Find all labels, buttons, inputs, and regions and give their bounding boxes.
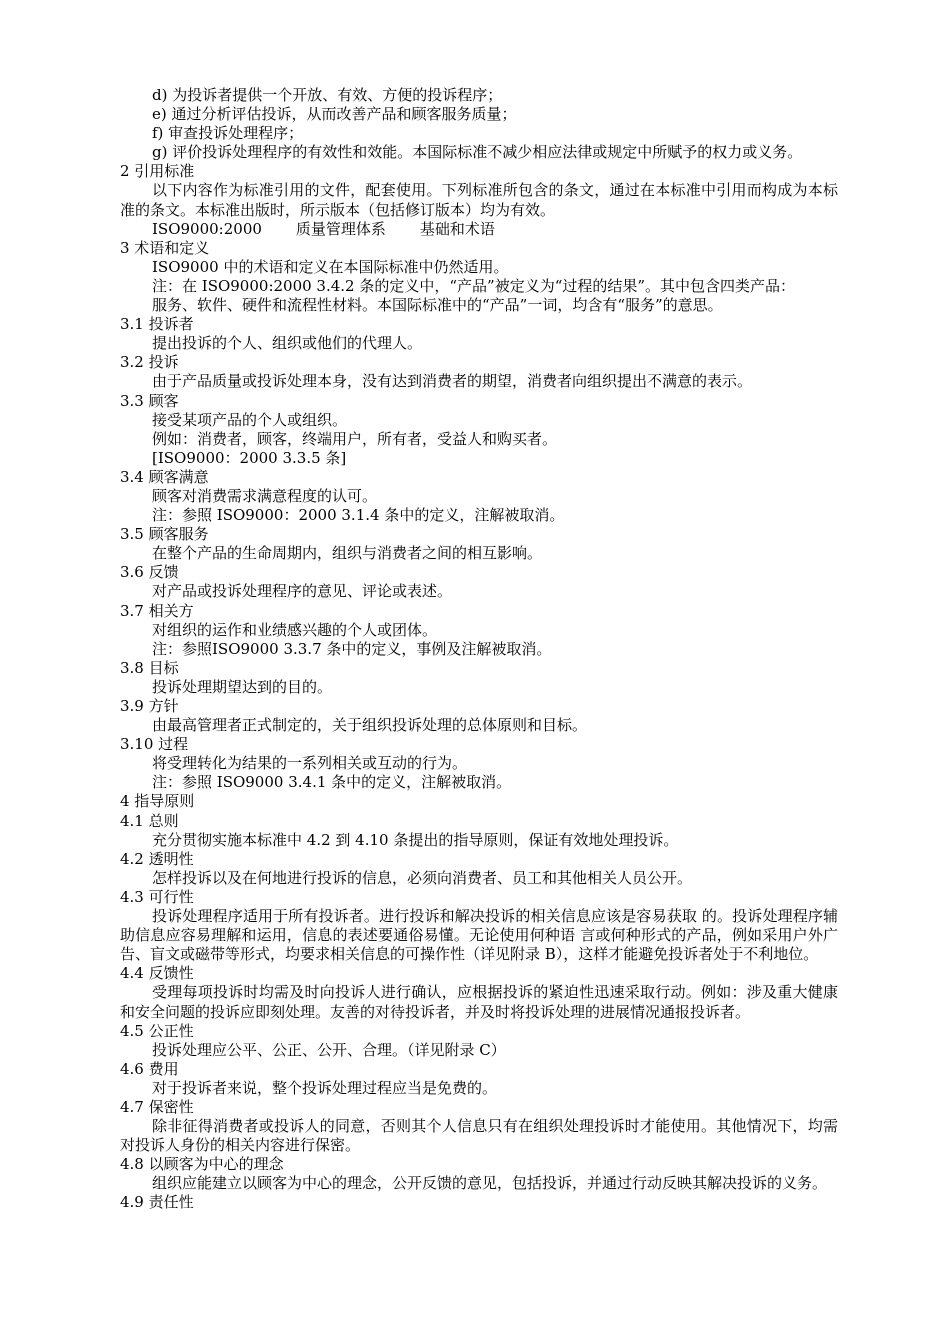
list-item-d: d) 为投诉者提供一个开放、有效、方便的投诉程序； — [152, 86, 503, 104]
term-definition: 顾客对消费需求满意程度的认可。 — [152, 486, 378, 505]
term-note: 注：参照ISO9000 3.3.7 条中的定义，事例及注解被取消。 — [152, 639, 552, 658]
term-note: 注：参照 ISO9000 3.4.1 条中的定义，注解被取消。 — [152, 773, 512, 792]
subsection-heading: 4.5 公正性 — [120, 1021, 194, 1040]
term-definition: 提出投诉的个人、组织或他们的代理人。 — [152, 334, 423, 353]
subsection-heading: 4.6 费用 — [120, 1059, 179, 1078]
section-3-line: 服务、软件、硬件和流程性材料。本国际标准中的“产品”一词，均含有“服务”的意思。 — [152, 296, 723, 315]
reference-title-part1: 质量管理体系 — [295, 219, 386, 238]
document-body — [120, 86, 838, 1213]
subsection-heading: 4.4 反馈性 — [120, 964, 194, 983]
term-heading: 3.9 方针 — [120, 697, 179, 715]
subsection-paragraph: 受理每项投诉时均需及时向投诉人进行确认，应根据投诉的紧迫性迅速采取行动。例如：涉及重大健康和安全问题的投诉应即刻处理。友善的对待投诉者，并及时将投诉处理的进展情况通报投诉者。 — [120, 983, 838, 1021]
subsection-text: 怎样投诉以及在何地进行投诉的信息，必须向消费者、员工和其他相关人员公开。 — [152, 868, 693, 887]
term-example: 例如：消费者，顾客，终端用户，所有者，受益人和购买者。 — [152, 429, 558, 448]
subsection-heading: 4.2 透明性 — [120, 849, 194, 868]
term-definition: 对产品或投诉处理程序的意见、评论或表述。 — [152, 582, 453, 601]
term-heading: 3.4 顾客满意 — [120, 467, 209, 486]
section-heading-3: 3 术语和定义 — [120, 238, 210, 257]
list-item-g: g) 评价投诉处理程序的有效性和效能。本国际标准不减少相应法律或规定中所赋予的权力或义务。 — [152, 143, 803, 162]
section-3-note: 注：在 ISO9000:2000 3.4.2 条的定义中，“产品”被定义为“过程的结果”。其中包含四类产品： — [152, 276, 796, 295]
term-heading: 3.5 顾客服务 — [120, 525, 209, 544]
term-definition: 投诉处理期望达到的目的。 — [152, 677, 333, 696]
section-2-paragraph: 以下内容作为标准引用的文件，配套使用。下列标准所包含的条文，通过在本标准中引用而构成为本标准的条文。本标准出版时，所示版本（包括修订版本）均为有效。 — [120, 181, 838, 219]
term-heading: 3.10 过程 — [120, 735, 189, 754]
subsection-heading: 4.3 可行性 — [120, 887, 194, 906]
subsection-heading: 4.8 以顾客为中心的理念 — [120, 1155, 284, 1174]
subsection-heading: 4.7 保密性 — [120, 1097, 194, 1116]
subsection-text: 投诉处理应公平、公正、公开、合理。（详见附录 C） — [152, 1040, 506, 1059]
subsection-heading: 4.9 责任性 — [120, 1193, 194, 1212]
term-heading: 3.3 顾客 — [120, 391, 179, 410]
term-definition: 对组织的运作和业绩感兴趣的个人或团体。 — [152, 620, 438, 639]
section-heading-2: 2 引用标准 — [120, 162, 195, 181]
term-definition: 由最高管理者正式制定的，关于组织投诉处理的总体原则和目标。 — [152, 716, 588, 735]
term-definition: 将受理转化为结果的一系列相关或互动的行为。 — [152, 754, 468, 773]
term-heading: 3.7 相关方 — [120, 601, 194, 620]
list-item-e: e) 通过分析评估投诉，从而改善产品和顾客服务质量； — [152, 105, 517, 124]
term-heading: 3.8 目标 — [120, 658, 179, 677]
reference-code: ISO9000:2000 — [152, 219, 262, 238]
section-heading-4: 4 指导原则 — [120, 792, 195, 811]
subsection-text: 充分贯彻实施本标准中 4.2 到 4.10 条提出的指导原则，保证有效地处理投诉。 — [152, 830, 679, 849]
list-item-f: f) 审查投诉处理程序； — [152, 124, 304, 143]
term-definition: 由于产品质量或投诉处理本身，没有达到消费者的期望，消费者向组织提出不满意的表示。 — [152, 372, 753, 391]
term-heading: 3.2 投诉 — [120, 353, 179, 372]
term-note: 注：参照 ISO9000：2000 3.1.4 条中的定义，注解被取消。 — [152, 506, 565, 525]
subsection-text: 对于投诉者来说，整个投诉处理过程应当是免费的。 — [152, 1078, 498, 1097]
term-heading: 3.6 反馈 — [120, 563, 179, 582]
normative-reference — [120, 220, 838, 239]
subsection-paragraph: 组织应能建立以顾客为中心的理念，公开反馈的意见，包括投诉，并通过行动反映其解决投诉的义务。 — [152, 1174, 828, 1193]
subsection-paragraph: 除非征得消费者或投诉人的同意，否则其个人信息只有在组织处理投诉时才能使用。其他情况下，均需对投诉人身份的相关内容进行保密。 — [120, 1117, 838, 1155]
term-heading: 3.1 投诉者 — [120, 315, 194, 334]
term-definition: 接受某项产品的个人或组织。 — [152, 410, 348, 429]
section-3-line: ISO9000 中的术语和定义在本国际标准中仍然适用。 — [152, 257, 509, 276]
reference-title-part2: 基础和术语 — [419, 219, 495, 238]
subsection-paragraph: 投诉处理程序适用于所有投诉者。进行投诉和解决投诉的相关信息应该是容易获取 的。投诉处理程序辅助信息应容易理解和运用，信息的表述要通俗易懂。无论使用何种语 言或何种形式的产品，例如采用户外广告、盲文或磁带等形式，均要求相关信息的可操作性（详见附录 B），这样才能避免投诉者处于不利地位。 — [120, 907, 838, 964]
term-definition: 在整个产品的生命周期内，组织与消费者之间的相互影响。 — [152, 544, 543, 563]
subsection-heading: 4.1 总则 — [120, 811, 179, 830]
term-source: [ISO9000：2000 3.3.5 条] — [152, 448, 347, 467]
